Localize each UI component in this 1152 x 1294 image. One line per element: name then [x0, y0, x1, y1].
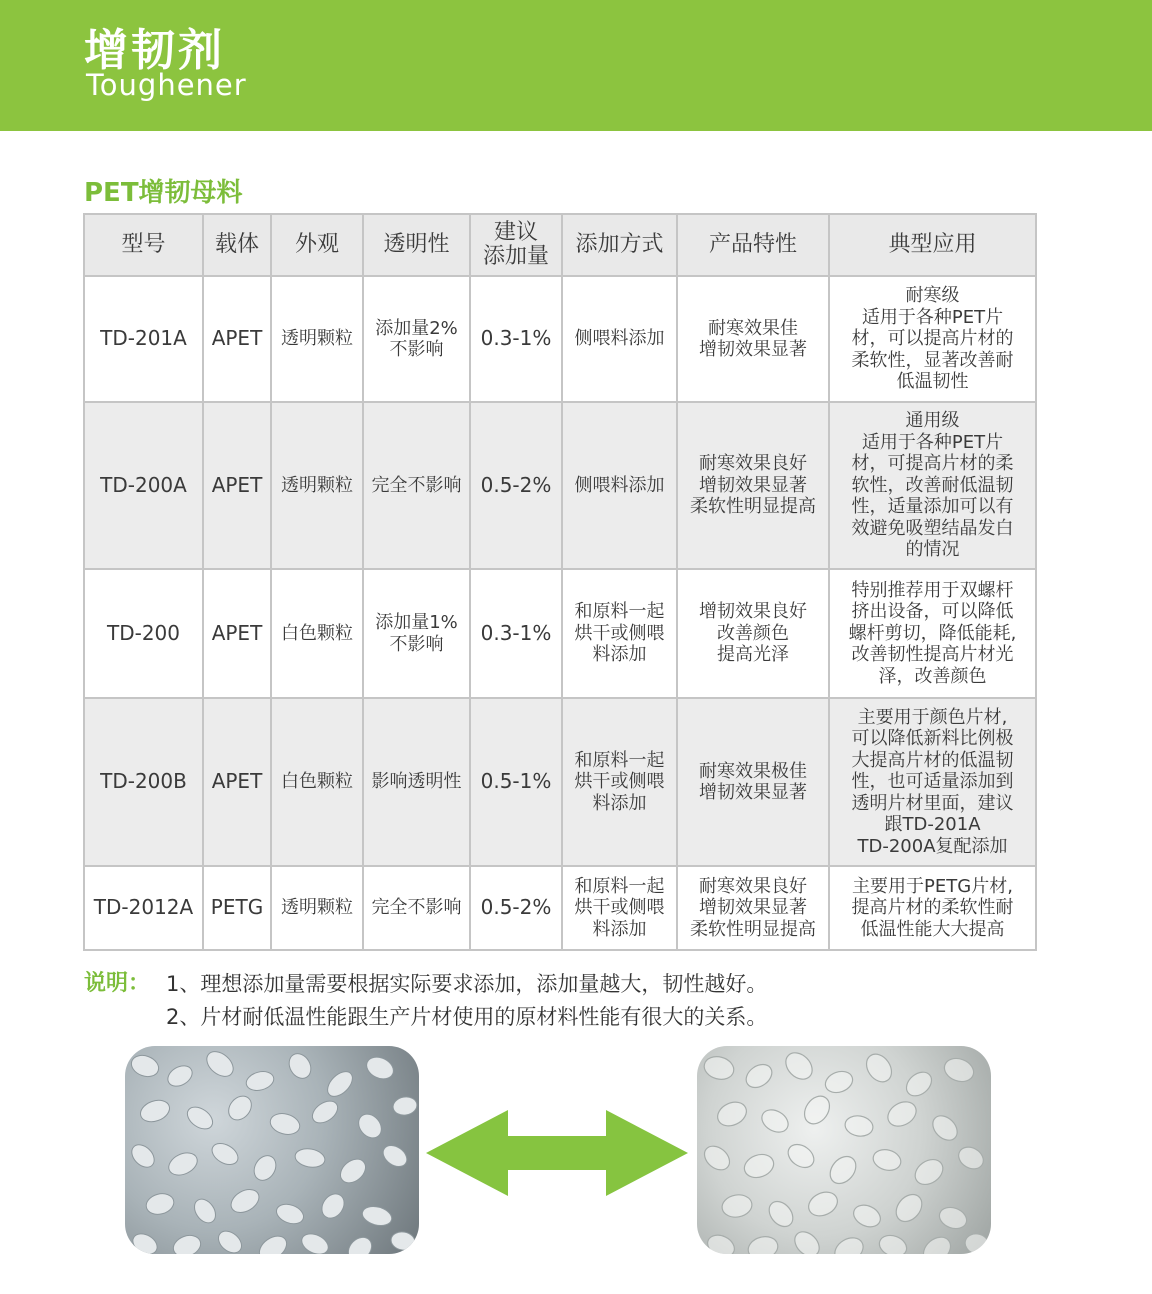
cell-method: 侧喂料添加 — [562, 402, 677, 569]
cell-carrier: PETG — [203, 866, 271, 950]
table-header-row — [84, 214, 1036, 276]
cell-model: TD-200B — [84, 698, 203, 866]
table-row — [84, 276, 1036, 402]
cell-applications: 特别推荐用于双螺杆 挤出设备，可以降低 螺杆剪切，降低能耗, 改善韧性提高片材光 泽，改善颜色 — [829, 569, 1036, 698]
cell-appearance: 白色颗粒 — [271, 569, 363, 698]
cell-method: 和原料一起 烘干或侧喂 料添加 — [562, 569, 677, 698]
cell-carrier: APET — [203, 402, 271, 569]
cell-dosage: 0.5-2% — [470, 866, 562, 950]
cell-applications: 主要用于颜色片材, 可以降低新料比例极 大提高片材的低温韧 性，也可适量添加到 透明片材里面，建议 跟TD-201A TD-200A复配添加 — [829, 698, 1036, 866]
cell-transparency: 添加量1% 不影响 — [363, 569, 470, 698]
header-transparency: 透明性 — [363, 214, 470, 276]
white-pellets-photo — [125, 1046, 419, 1254]
page-subtitle: Toughener — [86, 68, 247, 102]
cell-model: TD-200A — [84, 402, 203, 569]
clear-pellets-photo — [697, 1046, 991, 1254]
cell-features: 增韧效果良好 改善颜色 提高光泽 — [677, 569, 829, 698]
cell-model: TD-200 — [84, 569, 203, 698]
note-line-1: 1、理想添加量需要根据实际要求添加，添加量越大，韧性越好。 — [166, 972, 768, 996]
notes-label: 说明： — [84, 971, 151, 996]
double-arrow-icon — [426, 1110, 688, 1196]
cell-features: 耐寒效果佳 增韧效果显著 — [677, 276, 829, 402]
cell-carrier: APET — [203, 276, 271, 402]
cell-method: 侧喂料添加 — [562, 276, 677, 402]
cell-appearance: 透明颗粒 — [271, 402, 363, 569]
cell-features: 耐寒效果极佳 增韧效果显著 — [677, 698, 829, 866]
header-dosage: 建议 添加量 — [470, 214, 562, 276]
header-model: 型号 — [84, 214, 203, 276]
cell-method: 和原料一起 烘干或侧喂 料添加 — [562, 866, 677, 950]
cell-dosage: 0.5-2% — [470, 402, 562, 569]
header-applications: 典型应用 — [829, 214, 1036, 276]
section-title: PET增韧母料 — [84, 178, 243, 208]
header-banner — [0, 0, 1152, 131]
cell-transparency: 完全不影响 — [363, 402, 470, 569]
cell-method: 和原料一起 烘干或侧喂 料添加 — [562, 698, 677, 866]
cell-dosage: 0.5-1% — [470, 698, 562, 866]
cell-dosage: 0.3-1% — [470, 276, 562, 402]
cell-model: TD-2012A — [84, 866, 203, 950]
cell-applications: 耐寒级 适用于各种PET片 材，可以提高片材的 柔软性，显著改善耐 低温韧性 — [829, 276, 1036, 402]
header-carrier: 载体 — [203, 214, 271, 276]
cell-model: TD-201A — [84, 276, 203, 402]
cell-dosage: 0.3-1% — [470, 569, 562, 698]
table-row — [84, 866, 1036, 950]
table-row — [84, 698, 1036, 866]
cell-transparency: 影响透明性 — [363, 698, 470, 866]
cell-applications: 主要用于PETG片材, 提高片材的柔软性耐 低温性能大大提高 — [829, 866, 1036, 950]
clear-pellets-image — [697, 1046, 991, 1254]
header-method: 添加方式 — [562, 214, 677, 276]
header-appearance: 外观 — [271, 214, 363, 276]
product-spec-table — [83, 213, 1037, 951]
header-features: 产品特性 — [677, 214, 829, 276]
cell-applications: 通用级 适用于各种PET片 材，可提高片材的柔 软性，改善耐低温韧 性，适量添加可以有 效避免吸塑结晶发白 的情况 — [829, 402, 1036, 569]
cell-carrier: APET — [203, 698, 271, 866]
table-row — [84, 569, 1036, 698]
cell-appearance: 透明颗粒 — [271, 866, 363, 950]
page-title: 增韧剂 — [84, 25, 225, 76]
cell-features: 耐寒效果良好 增韧效果显著 柔软性明显提高 — [677, 402, 829, 569]
cell-appearance: 白色颗粒 — [271, 698, 363, 866]
note-line-2: 2、片材耐低温性能跟生产片材使用的原材料性能有很大的关系。 — [166, 1005, 768, 1029]
cell-transparency: 完全不影响 — [363, 866, 470, 950]
cell-features: 耐寒效果良好 增韧效果显著 柔软性明显提高 — [677, 866, 829, 950]
white-pellets-image — [125, 1046, 419, 1254]
table-row — [84, 402, 1036, 569]
cell-transparency: 添加量2% 不影响 — [363, 276, 470, 402]
cell-appearance: 透明颗粒 — [271, 276, 363, 402]
cell-carrier: APET — [203, 569, 271, 698]
